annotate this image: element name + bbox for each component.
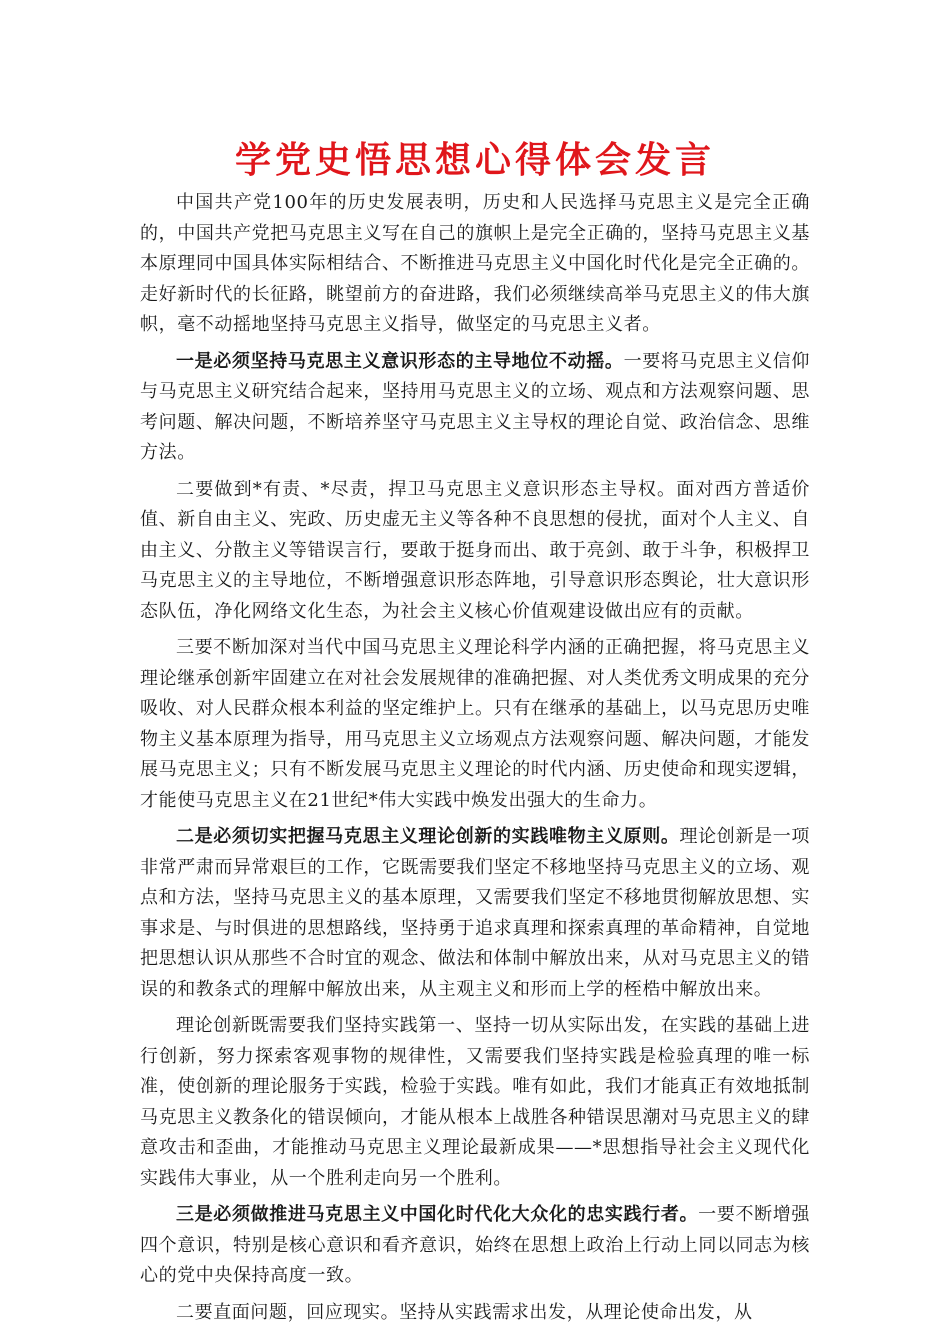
paragraph-5 xyxy=(140,822,810,1005)
paragraph-4 xyxy=(140,633,810,816)
paragraph-text: 三要不断加深对当代中国马克思主义理论科学内涵的正确把握，将马克思主义理论继承创新牢固建立在对社会发展规律的准确把握、对人类优秀文明成果的充分吸收、对人民群众根本利益的坚定维护上。只有在继承的基础上，以马克思历史唯物主义基本原理为指导，用马克思主义立场观点方法观察问题、解决问题，才能发展马克思主义；只有不断发展马克思主义理论的时代内涵、历史使命和现实逻辑，才能使马克思主义在21世纪*伟大实践中焕发出强大的生命力。 xyxy=(140,637,810,811)
paragraph-lead: 三是必须做推进马克思主义中国化时代化大众化的忠实践行者。 xyxy=(176,1204,699,1225)
paragraph-text: 理论创新既需要我们坚持实践第一、坚持一切从实际出发，在实践的基础上进行创新，努力探索客观事物的规律性，又需要我们坚持实践是检验真理的唯一标准，使创新的理论服务于实践，检验于实践。唯有如此，我们才能真正有效地抵制马克思主义教条化的错误倾向，才能从根本上战胜各种错误思潮对马克思主义的肆意攻击和歪曲，才能推动马克思主义理论最新成果——*思想指导社会主义现代化实践伟大事业，从一个胜利走向另一个胜利。 xyxy=(140,1015,810,1189)
paragraph-lead: 二是必须切实把握马克思主义理论创新的实践唯物主义原则。 xyxy=(176,826,680,847)
paragraph-1 xyxy=(140,188,810,341)
paragraph-text: 理论创新是一项非常严肃而异常艰巨的工作，它既需要我们坚定不移地坚持马克思主义的立场、观点和方法，坚持马克思主义的基本原理，又需要我们坚定不移地贯彻解放思想、实事求是、与时俱进的思想路线，坚持勇于追求真理和探索真理的革命精神，自觉地把思想认识从那些不合时宜的观念、做法和体制中解放出来，从对马克思主义的错误的和教条式的理解中解放出来，从主观主义和形而上学的桎梏中解放出来。 xyxy=(140,826,811,1000)
paragraph-text: 二要直面问题，回应现实。坚持从实践需求出发，从理论使命出发，从 xyxy=(176,1301,753,1323)
paragraph-6 xyxy=(140,1011,810,1194)
paragraph-3 xyxy=(140,475,810,628)
paragraph-lead: 一是必须坚持马克思主义意识形态的主导地位不动摇。 xyxy=(176,350,624,372)
paragraph-text: 一要不断增强四个意识，特别是核心意识和看齐意识，始终在思想上政治上行动上同以同志为核心的党中央保持高度一致。 xyxy=(140,1204,810,1286)
paragraph-text: 中国共产党100年的历史发展表明，历史和人民选择马克思主义是完全正确的，中国共产党把马克思主义写在自己的旗帜上是完全正确的，坚持马克思主义基本原理同中国具体实际相结合、不断推进马克思主义中国化时代化是完全正确的。走好新时代的长征路，眺望前方的奋进路，我们必须继续高举马克思主义的伟大旗帜，毫不动摇地坚持马克思主义指导，做坚定的马克思主义者。 xyxy=(140,192,810,335)
paragraph-7 xyxy=(140,1200,810,1292)
paragraph-text: 一要将马克思主义信仰与马克思主义研究结合起来，坚持用马克思主义的立场、观点和方法观察问题、思考问题、解决问题，不断培养坚守马克思主义主导权的理论自觉、政治信念、思维方法。 xyxy=(140,350,810,463)
paragraph-8 xyxy=(140,1298,810,1329)
document-title: 学党史悟思想心得体会发言 xyxy=(234,139,715,181)
paragraph-text: 二要做到*有责、*尽责，捍卫马克思主义意识形态主导权。面对西方普适价值、新自由主义、宪政、历史虚无主义等各种不良思想的侵扰，面对个人主义、自由主义、分散主义等错误言行，要敢于挺身而出、敢于亮剑、敢于斗争，积极捍卫马克思主义的主导地位，不断增强意识形态阵地，引导意识形态舆论，壮大意识形态队伍，净化网络文化生态，为社会主义核心价值观建设做出应有的贡献。 xyxy=(140,478,810,622)
paragraph-2 xyxy=(140,347,810,469)
